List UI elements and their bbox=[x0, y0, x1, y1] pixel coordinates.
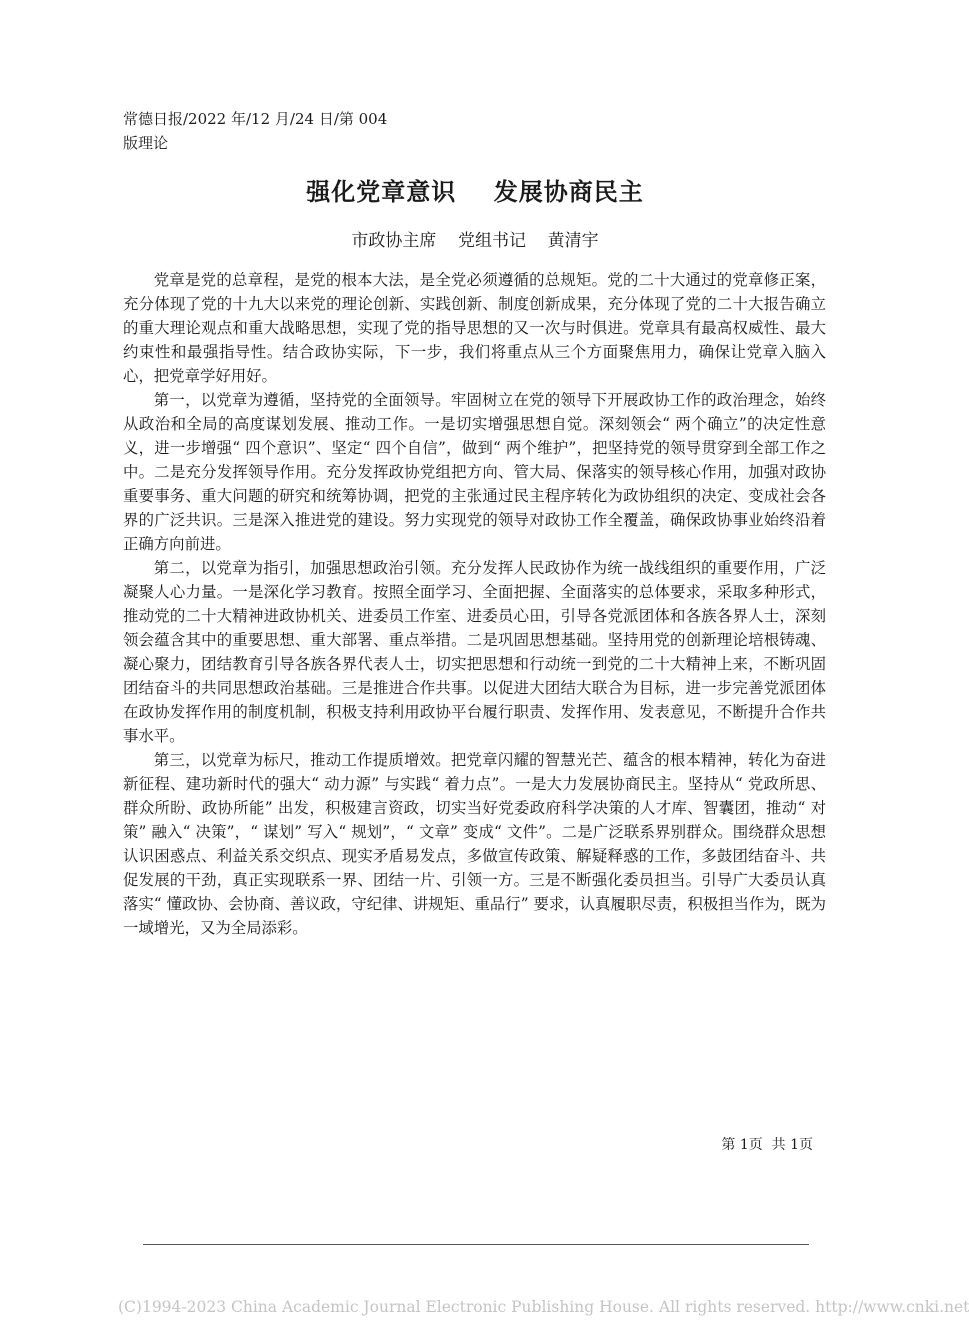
paragraph: 第三，以党章为标尺，推动工作提质增效。把党章闪耀的智慧光芒、蕴含的根本精神，转化为奋进新征程、建功新时代的强大“ 动力源” 与实践“ 着力点”。一是大力发展协商民主。坚持从“ 党政所思、群众所盼、政协所能” 出发，积极建言资政，切实当好党委政府科学决策的人才库、智囊团，推动“ 对策” 融入“ 决策”，“ 谋划” 写入“ 规划”，“ 文章” 变成“ 文件”。二是广泛联系界别群众。围绕群众思想认识困惑点、利益关系交织点、现实矛盾易发点，多做宣传政策、解疑释惑的工作，多鼓团结奋斗、共促发展的干劲，真正实现联系一界、团结一片、引领一方。三是不断强化委员担当。引导广大委员认真落实“ 懂政协、会协商、善议政，守纪律、讲规矩、重品行” 要求，认真履职尽责，积极担当作为，既为一域增光，又为全局添彩。 bbox=[123, 751, 826, 937]
page-number: 第 1页 共 1页 bbox=[721, 1137, 813, 1153]
paragraph: 第二，以党章为指引，加强思想政治引领。充分发挥人民政协作为统一战线组织的重要作用，广泛凝聚人心力量。一是深化学习教育。按照全面学习、全面把握、全面落实的总体要求，采取多种形式，推动党的二十大精神进政协机关、进委员工作室、进委员心田，引导各党派团体和各族各界人士，深刻领会蕴含其中的重要思想、重大部署、重点举措。二是巩固思想基础。坚持用党的创新理论培根铸魂、凝心聚力，团结教育引导各族各界代表人士，切实把思想和行动统一到党的二十大精神上来，不断巩固团结奋斗的共同思想政治基础。三是推进合作共事。以促进大团结大联合为目标，进一步完善党派团体在政协发挥作用的制度机制，积极支持利用政协平台履行职责、发挥作用、发表意见，不断提升合作共事水平。 bbox=[123, 559, 826, 745]
copyright-watermark: (C)1994-2023 China Academic Journal Electronic Publishing House. All rights reserved. http://www.cnki.net bbox=[118, 1298, 969, 1316]
footer-divider bbox=[143, 1244, 809, 1245]
source-line: 常德日报/2022 年/12 月/24 日/第 004 版理论 bbox=[123, 110, 388, 152]
paragraph: 第一，以党章为遵循，坚持党的全面领导。牢固树立在党的领导下开展政协工作的政治理念，始终从政治和全局的高度谋划发展、推动工作。一是切实增强思想自觉。深刻领会“ 两个确立”的决定性意义，进一步增强“ 四个意识”、坚定“ 四个自信”，做到“ 两个维护”，把坚持党的领导贯穿到全部工作之中。二是充分发挥领导作用。充分发挥政协党组把方向、管大局、保落实的领导核心作用，加强对政协重要事务、重大问题的研究和统筹协调，把党的主张通过民主程序转化为政协组织的决定、变成社会各界的广泛共识。三是深入推进党的建设。努力实现党的领导对政协工作全覆盖，确保政协事业始终沿着正确方向前进。 bbox=[123, 391, 826, 553]
article-body bbox=[123, 268, 826, 940]
article-title: 强化党章意识 发展协商民主 bbox=[306, 177, 644, 206]
author-line: 市政协主席 党组书记 黄清宇 bbox=[351, 231, 599, 251]
paragraph: 党章是党的总章程，是党的根本大法，是全党必须遵循的总规矩。党的二十大通过的党章修正案，充分体现了党的十九大以来党的理论创新、实践创新、制度创新成果，充分体现了党的二十大报告确立的重大理论观点和重大战略思想，实现了党的指导思想的又一次与时俱进。党章具有最高权威性、最大约束性和最强指导性。结合政协实际，下一步，我们将重点从三个方面聚焦用力，确保让党章入脑入心，把党章学好用好。 bbox=[123, 271, 826, 385]
